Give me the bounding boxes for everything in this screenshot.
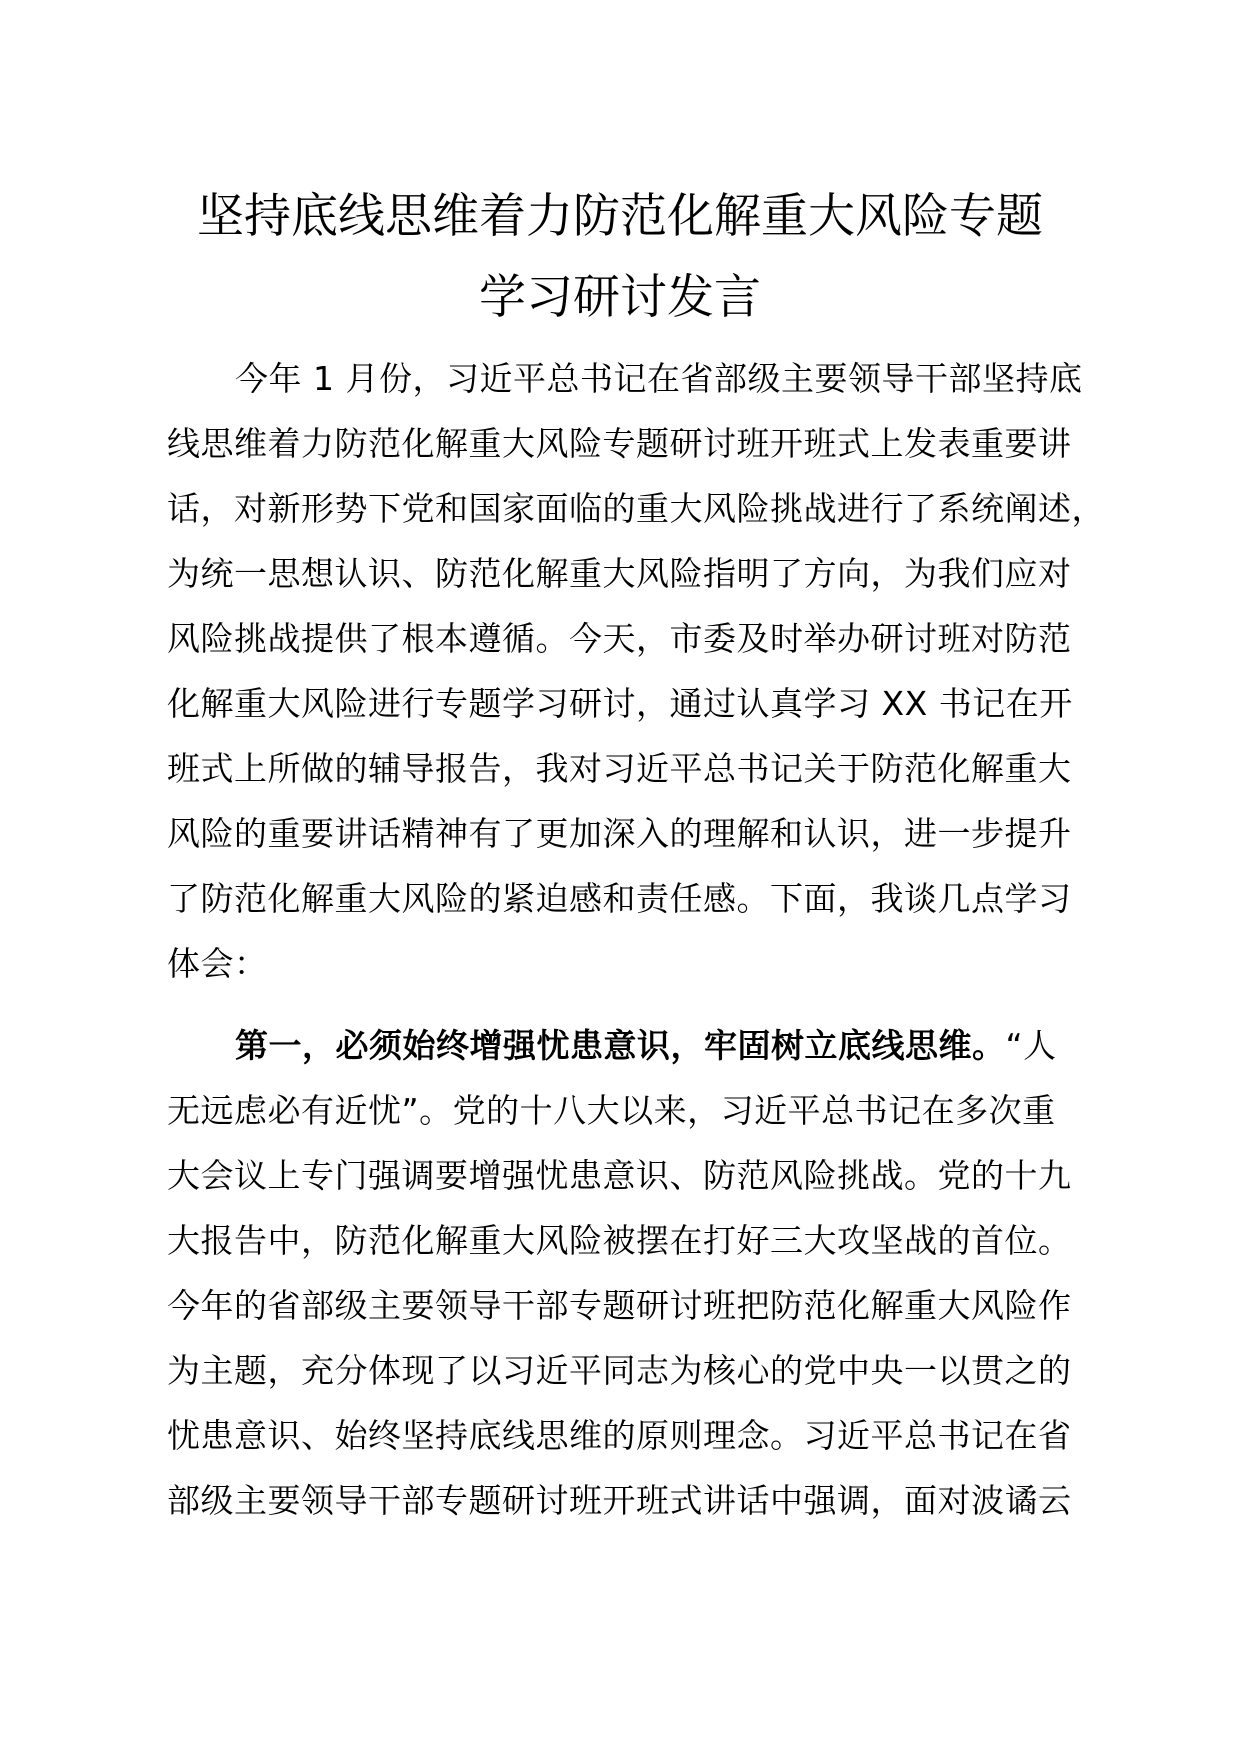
text-line: 了防范化解重大风险的紧迫感和责任感。下面，我谈几点学习 bbox=[167, 879, 1072, 918]
text-line: 大会议上专门强调要增强忧患意识、防范风险挑战。党的十九 bbox=[167, 1156, 1072, 1195]
text-line: 大报告中，防范化解重大风险被摆在打好三大攻坚战的首位。 bbox=[167, 1221, 1072, 1260]
text-line: 线思维着力防范化解重大风险专题研讨班开班式上发表重要讲 bbox=[167, 424, 1072, 463]
text-line: 话，对新形势下党和国家面临的重大风险挑战进行了系统阐述， bbox=[167, 489, 1105, 528]
text-line: 部级主要领导干部专题研讨班开班式讲话中强调，面对波谲云 bbox=[167, 1481, 1072, 1520]
document-body bbox=[167, 346, 1105, 1533]
text-line: 为主题，充分体现了以习近平同志为核心的党中央一以贯之的 bbox=[167, 1351, 1072, 1390]
text-line: 风险的重要讲话精神有了更加深入的理解和认识，进一步提升 bbox=[167, 814, 1072, 853]
title-line-1: 坚持底线思维着力防范化解重大风险专题 bbox=[197, 189, 1043, 244]
text-line: 体会： bbox=[167, 944, 268, 983]
text-line bbox=[167, 1013, 1085, 1078]
point-heading: 第一，必须始终增强忧患意识，牢固树立底线思维。 bbox=[235, 1026, 1006, 1065]
text-line: 化解重大风险进行专题学习研讨，通过认真学习 XX 书记在开 bbox=[167, 684, 1073, 723]
text-line: 风险挑战提供了根本遵循。今天，市委及时举办研讨班对防范 bbox=[167, 619, 1072, 658]
document-title bbox=[0, 176, 1240, 338]
text-line: 班式上所做的辅导报告，我对习近平总书记关于防范化解重大 bbox=[167, 749, 1072, 788]
title-line-2: 学习研讨发言 bbox=[479, 270, 761, 325]
text-line: 为统一思想认识、防范化解重大风险指明了方向，为我们应对 bbox=[167, 554, 1072, 593]
text-line: 无远虑必有近忧”。党的十八大以来，习近平总书记在多次重 bbox=[167, 1091, 1056, 1130]
paragraph-intro bbox=[167, 346, 1105, 996]
text-fragment: “人 bbox=[1005, 1026, 1057, 1065]
text-line: 今年 1 月份，习近平总书记在省部级主要领导干部坚持底 bbox=[235, 359, 1083, 398]
text-line: 今年的省部级主要领导干部专题研讨班把防范化解重大风险作 bbox=[167, 1286, 1072, 1325]
text-line: 忧患意识、始终坚持底线思维的原则理念。习近平总书记在省 bbox=[167, 1416, 1072, 1455]
paragraph-spacer bbox=[167, 996, 1085, 1013]
paragraph-first-point bbox=[167, 1013, 1085, 1533]
